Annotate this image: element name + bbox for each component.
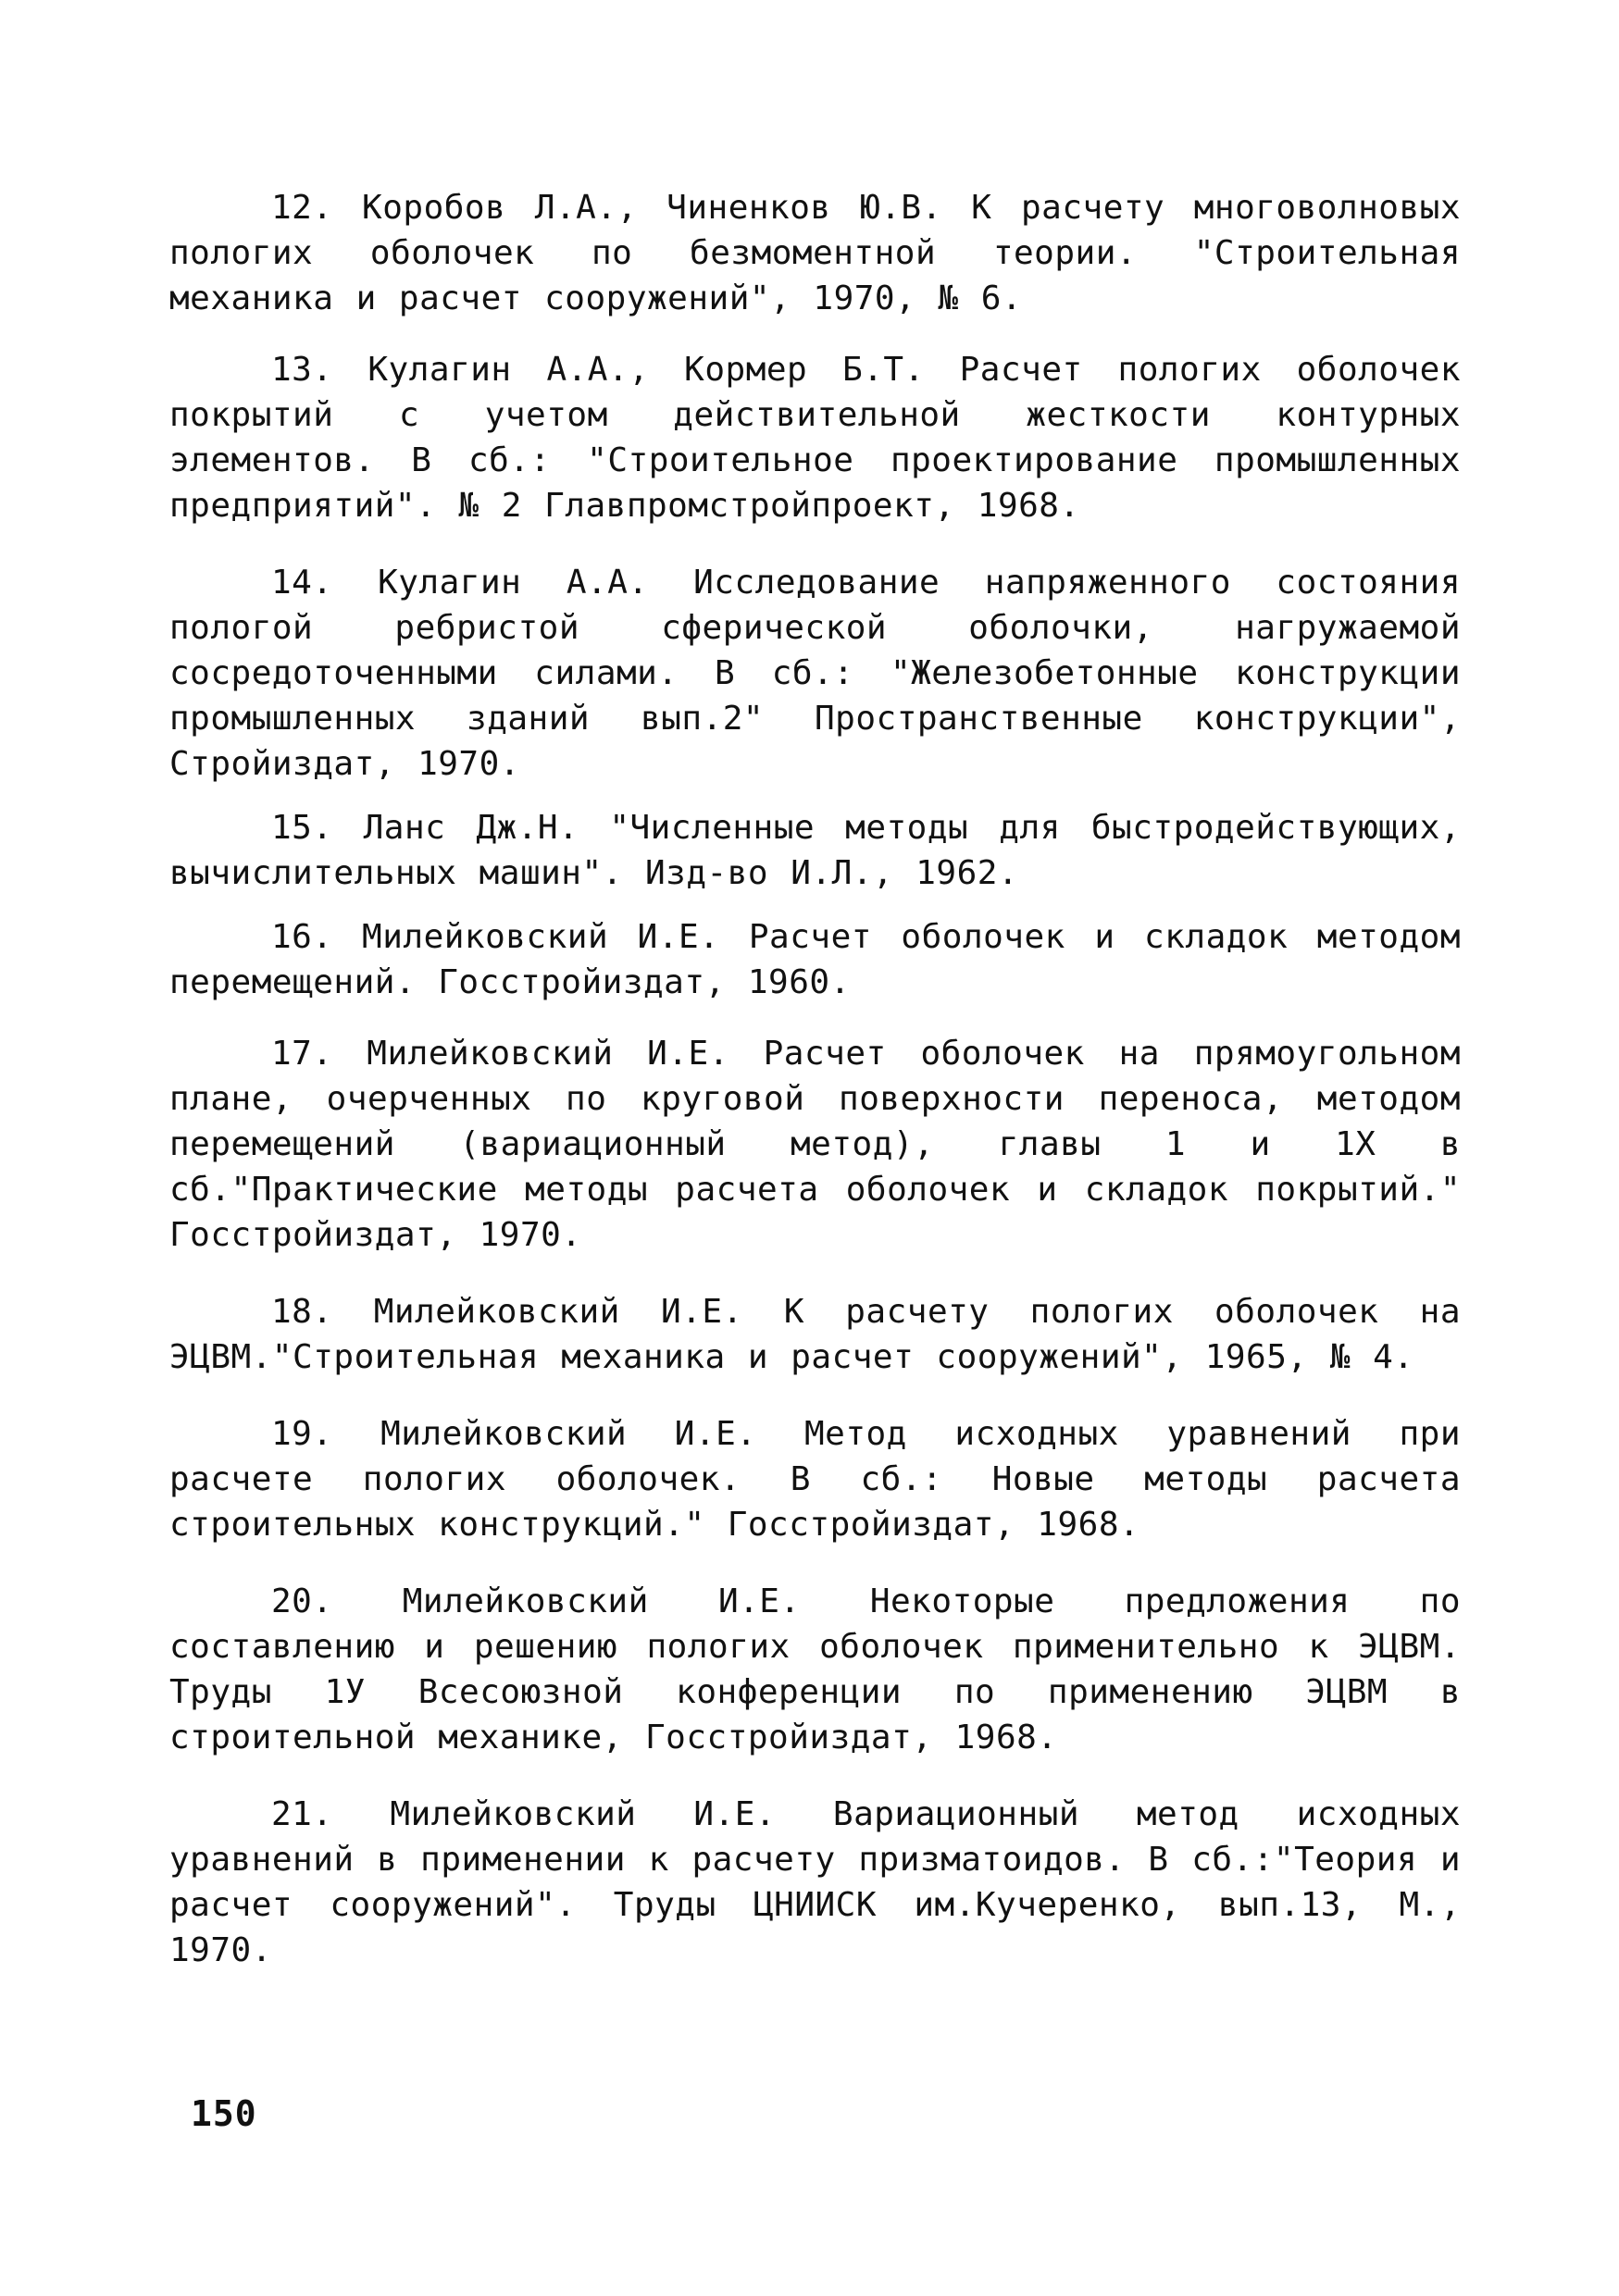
reference-item-15: 15. Ланс Дж.Н. "Численные методы для быстродействующих, вычислительных машин". Изд-во И.Л., 1962.: [169, 809, 1461, 892]
reference-item-14: 14. Кулагин А.А. Исследование напряженного состояния пологой ребристой сферической оболочки, нагружаемой сосредоточенными силами. В сб.: "Железобетонные конструкции промышленных зданий вып.2" Пространственные конструкции", Стройиздат, 1970.: [169, 564, 1461, 783]
reference-item-19: 19. Милейковский И.Е. Метод исходных уравнений при расчете пологих оболочек. В сб.: Новые методы расчета строительных конструкций." Госстройиздат, 1968.: [169, 1415, 1461, 1544]
reference-item-12: 12. Коробов Л.А., Чиненков Ю.В. К расчету многоволновых пологих оболочек по безмоментной теории. "Строительная механика и расчет сооружений", 1970, № 6.: [169, 189, 1461, 317]
reference-list: [169, 185, 1461, 1973]
reference-item-18: 18. Милейковский И.Е. К расчету пологих оболочек на ЭЦВМ."Строительная механика и расчет сооружений", 1965, № 4.: [169, 1293, 1461, 1376]
reference-item-13: 13. Кулагин А.А., Кормер Б.Т. Расчет пологих оболочек покрытий с учетом действительной жесткости контурных элементов. В сб.: "Строительное проектирование промышленных предприятий". № 2 Главпромстройпроект, 1968.: [169, 351, 1461, 525]
reference-item-21: 21. Милейковский И.Е. Вариационный метод исходных уравнений в применении к расчету призматоидов. В сб.:"Теория и расчет сооружений". Труды ЦНИИСК им.Кучеренко, вып.13, М., 1970.: [169, 1795, 1461, 1969]
page-number: 150: [191, 2093, 257, 2134]
reference-item-16: 16. Милейковский И.Е. Расчет оболочек и складок методом перемещений. Госстройиздат, 1960.: [169, 918, 1461, 1001]
reference-item-17: 17. Милейковский И.Е. Расчет оболочек на прямоугольном плане, очерченных по круговой поверхности переноса, методом перемещений (вариационный метод), главы 1 и 1X в сб."Практические методы расчета оболочек и складок покрытий." Госстройиздат, 1970.: [169, 1035, 1461, 1254]
reference-item-20: 20. Милейковский И.Е. Некоторые предложения по составлению и решению пологих оболочек применительно к ЭЦВМ. Труды 1У Всесоюзной конференции по применению ЭЦВМ в строительной механике, Госстройиздат, 1968.: [169, 1582, 1461, 1756]
